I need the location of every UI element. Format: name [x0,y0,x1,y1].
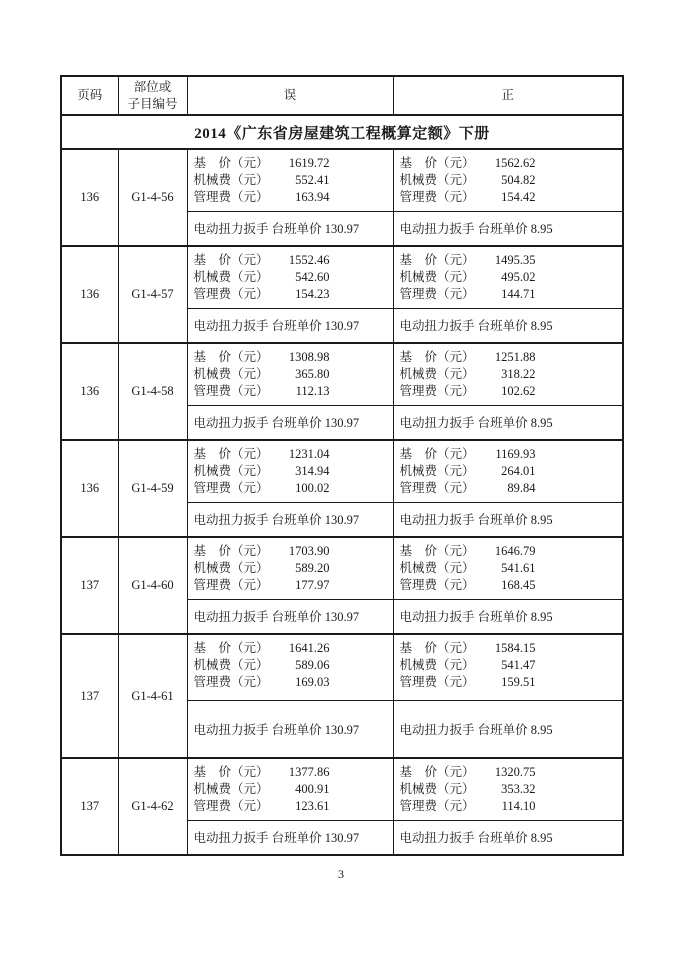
management-fee-label: 管理费（元） [399,578,475,592]
wrong-prices-cell [187,440,393,502]
correct-machinery-fee-value: 318.22 [501,367,536,381]
machinery-fee-label: 机械费（元） [399,561,475,575]
wrong-prices-cell [187,246,393,308]
wrong-base-price-value: 1619.72 [288,156,330,170]
machinery-fee-label: 机械费（元） [193,782,269,796]
wrong-base-price-line [194,252,387,269]
page-number-cell: 136 [61,149,118,246]
wrong-wrench-note-cell: 电动扭力扳手 台班单价 130.97 [187,700,393,758]
base-price-label: 基 价（元） [193,447,269,461]
wrong-base-price-value: 1703.90 [288,544,330,558]
correct-management-fee-value: 102.62 [501,384,536,398]
machinery-fee-label: 机械费（元） [399,782,475,796]
correct-prices-cell [393,440,623,502]
wrong-machinery-fee-value: 589.20 [295,561,330,575]
wrong-base-price-line [194,543,387,560]
wrong-management-fee-line [194,480,387,497]
wrong-base-price-line [194,349,387,366]
wrong-base-price-line [194,640,387,657]
base-price-label: 基 价（元） [399,447,475,461]
page-number-cell: 137 [61,537,118,634]
machinery-fee-label: 机械费（元） [399,367,475,381]
machinery-fee-label: 机械费（元） [193,173,269,187]
management-fee-label: 管理费（元） [193,190,269,204]
table-row-top [61,246,623,308]
column-header-item-line2: 子目编号 [127,96,178,111]
wrong-machinery-fee-value: 552.41 [295,173,330,187]
management-fee-label: 管理费（元） [399,190,475,204]
wrong-machinery-fee-line [194,269,387,286]
machinery-fee-label: 机械费（元） [193,561,269,575]
page-number-cell: 136 [61,440,118,537]
column-header-correct: 正 [393,76,623,115]
correct-wrench-note-cell: 电动扭力扳手 台班单价 8.95 [393,700,623,758]
item-code-cell: G1-4-60 [118,537,187,634]
management-fee-label: 管理费（元） [193,675,269,689]
management-fee-label: 管理费（元） [193,578,269,592]
table-row-top [61,149,623,211]
correct-prices-cell [393,634,623,700]
base-price-label: 基 价（元） [193,253,269,267]
machinery-fee-label: 机械费（元） [193,658,269,672]
correct-management-fee-line [400,189,617,206]
table-row-top [61,440,623,502]
correct-base-price-value: 1584.15 [494,641,536,655]
management-fee-label: 管理费（元） [399,481,475,495]
wrong-management-fee-value: 123.61 [295,799,330,813]
wrong-machinery-fee-value: 365.80 [295,367,330,381]
wrong-prices-cell [187,149,393,211]
wrong-management-fee-line [194,798,387,815]
management-fee-label: 管理费（元） [193,384,269,398]
correct-management-fee-line [400,383,617,400]
wrong-machinery-fee-line [194,657,387,674]
page-number-cell: 137 [61,634,118,758]
item-code-cell: G1-4-59 [118,440,187,537]
wrong-base-price-line [194,764,387,781]
page-number-cell: 136 [61,246,118,343]
correct-management-fee-value: 154.42 [501,190,536,204]
correct-prices-cell [393,149,623,211]
correct-base-price-line [400,252,617,269]
wrong-wrench-note-cell: 电动扭力扳手 台班单价 130.97 [187,211,393,246]
item-code-cell: G1-4-62 [118,758,187,855]
table-row-top [61,537,623,599]
page-number-cell: 136 [61,343,118,440]
item-code-cell: G1-4-57 [118,246,187,343]
wrong-machinery-fee-value: 542.60 [295,270,330,284]
correct-management-fee-line [400,674,617,691]
management-fee-label: 管理费（元） [399,675,475,689]
wrong-machinery-fee-value: 589.06 [295,658,330,672]
wrong-machinery-fee-line [194,366,387,383]
wrong-machinery-fee-line [194,781,387,798]
correct-base-price-line [400,446,617,463]
table-row-top [61,343,623,405]
management-fee-label: 管理费（元） [399,384,475,398]
wrong-management-fee-line [194,383,387,400]
correct-machinery-fee-value: 353.32 [501,782,536,796]
correct-machinery-fee-line [400,172,617,189]
correct-wrench-note-cell: 电动扭力扳手 台班单价 8.95 [393,211,623,246]
corrections-table [60,75,624,856]
machinery-fee-label: 机械费（元） [193,464,269,478]
wrong-management-fee-line [194,577,387,594]
correct-machinery-fee-value: 495.02 [501,270,536,284]
wrong-management-fee-value: 154.23 [295,287,330,301]
correct-wrench-note-cell: 电动扭力扳手 台班单价 8.95 [393,599,623,634]
wrong-prices-cell [187,537,393,599]
correct-machinery-fee-value: 504.82 [501,173,536,187]
correct-machinery-fee-line [400,560,617,577]
machinery-fee-label: 机械费（元） [193,270,269,284]
correct-machinery-fee-line [400,366,617,383]
management-fee-label: 管理费（元） [193,799,269,813]
wrong-management-fee-value: 112.13 [295,384,330,398]
correct-wrench-note-cell: 电动扭力扳手 台班单价 8.95 [393,308,623,343]
correct-management-fee-line [400,798,617,815]
page-number: 3 [338,867,344,881]
correct-management-fee-value: 114.10 [501,799,536,813]
correct-base-price-value: 1646.79 [494,544,536,558]
correct-base-price-value: 1251.88 [494,350,536,364]
machinery-fee-label: 机械费（元） [399,658,475,672]
base-price-label: 基 价（元） [399,253,475,267]
wrong-management-fee-value: 169.03 [295,675,330,689]
correct-prices-cell [393,343,623,405]
correct-management-fee-line [400,577,617,594]
correct-base-price-line [400,349,617,366]
correct-base-price-line [400,764,617,781]
wrong-base-price-value: 1308.98 [288,350,330,364]
base-price-label: 基 价（元） [399,156,475,170]
wrong-management-fee-value: 163.94 [295,190,330,204]
correct-prices-cell [393,758,623,820]
correct-base-price-value: 1320.75 [494,765,536,779]
correct-base-price-line [400,640,617,657]
machinery-fee-label: 机械费（元） [399,464,475,478]
management-fee-label: 管理费（元） [193,481,269,495]
wrong-base-price-value: 1377.86 [288,765,330,779]
base-price-label: 基 价（元） [193,156,269,170]
section-title-row [61,115,623,149]
correct-base-price-value: 1562.62 [494,156,536,170]
section-title: 2014《广东省房屋建筑工程概算定额》下册 [61,115,623,149]
item-code-cell: G1-4-61 [118,634,187,758]
correct-machinery-fee-line [400,657,617,674]
management-fee-label: 管理费（元） [399,287,475,301]
wrong-machinery-fee-line [194,172,387,189]
wrong-machinery-fee-value: 400.91 [295,782,330,796]
machinery-fee-label: 机械费（元） [399,173,475,187]
column-header-page: 页码 [61,76,118,115]
wrong-base-price-value: 1552.46 [288,253,330,267]
correct-management-fee-line [400,286,617,303]
base-price-label: 基 价（元） [399,641,475,655]
base-price-label: 基 价（元） [399,544,475,558]
wrong-management-fee-line [194,674,387,691]
wrong-management-fee-line [194,189,387,206]
item-code-cell: G1-4-58 [118,343,187,440]
wrong-management-fee-value: 177.97 [295,578,330,592]
correct-machinery-fee-value: 541.61 [501,561,536,575]
wrong-wrench-note-cell: 电动扭力扳手 台班单价 130.97 [187,820,393,855]
management-fee-label: 管理费（元） [399,799,475,813]
wrong-wrench-note-cell: 电动扭力扳手 台班单价 130.97 [187,502,393,537]
base-price-label: 基 价（元） [193,641,269,655]
correct-machinery-fee-line [400,781,617,798]
column-header-item-code [118,76,187,115]
correct-management-fee-value: 144.71 [501,287,536,301]
correct-machinery-fee-line [400,463,617,480]
table-row-top [61,634,623,700]
correct-base-price-line [400,155,617,172]
page-footer [60,867,622,882]
wrong-base-price-line [194,446,387,463]
correct-machinery-fee-line [400,269,617,286]
correct-wrench-note-cell: 电动扭力扳手 台班单价 8.95 [393,502,623,537]
management-fee-label: 管理费（元） [193,287,269,301]
correct-management-fee-value: 159.51 [501,675,536,689]
wrong-wrench-note-cell: 电动扭力扳手 台班单价 130.97 [187,308,393,343]
corrections-table-body [61,149,623,855]
wrong-base-price-line [194,155,387,172]
wrong-prices-cell [187,634,393,700]
wrong-machinery-fee-line [194,560,387,577]
base-price-label: 基 价（元） [193,544,269,558]
machinery-fee-label: 机械费（元） [399,270,475,284]
item-code-cell: G1-4-56 [118,149,187,246]
wrong-prices-cell [187,758,393,820]
machinery-fee-label: 机械费（元） [193,367,269,381]
wrong-wrench-note-cell: 电动扭力扳手 台班单价 130.97 [187,599,393,634]
column-header-wrong: 误 [187,76,393,115]
column-header-item-line1: 部位或 [133,79,172,94]
correct-base-price-value: 1169.93 [495,447,536,461]
correct-prices-cell [393,537,623,599]
table-row-top [61,758,623,820]
base-price-label: 基 价（元） [399,765,475,779]
wrong-base-price-value: 1641.26 [288,641,330,655]
correct-base-price-value: 1495.35 [494,253,536,267]
correct-wrench-note-cell: 电动扭力扳手 台班单价 8.95 [393,820,623,855]
correct-base-price-line [400,543,617,560]
base-price-label: 基 价（元） [399,350,475,364]
wrong-machinery-fee-value: 314.94 [295,464,330,478]
correct-machinery-fee-value: 264.01 [501,464,536,478]
correct-wrench-note-cell: 电动扭力扳手 台班单价 8.95 [393,405,623,440]
correct-management-fee-value: 89.84 [507,481,536,495]
correct-machinery-fee-value: 541.47 [501,658,536,672]
base-price-label: 基 价（元） [193,765,269,779]
wrong-management-fee-line [194,286,387,303]
wrong-base-price-value: 1231.04 [288,447,330,461]
table-header-row [61,76,623,115]
wrong-wrench-note-cell: 电动扭力扳手 台班单价 130.97 [187,405,393,440]
wrong-management-fee-value: 100.02 [295,481,330,495]
correct-management-fee-value: 168.45 [501,578,536,592]
page-number-cell: 137 [61,758,118,855]
base-price-label: 基 价（元） [193,350,269,364]
wrong-prices-cell [187,343,393,405]
correct-management-fee-line [400,480,617,497]
correct-prices-cell [393,246,623,308]
wrong-machinery-fee-line [194,463,387,480]
